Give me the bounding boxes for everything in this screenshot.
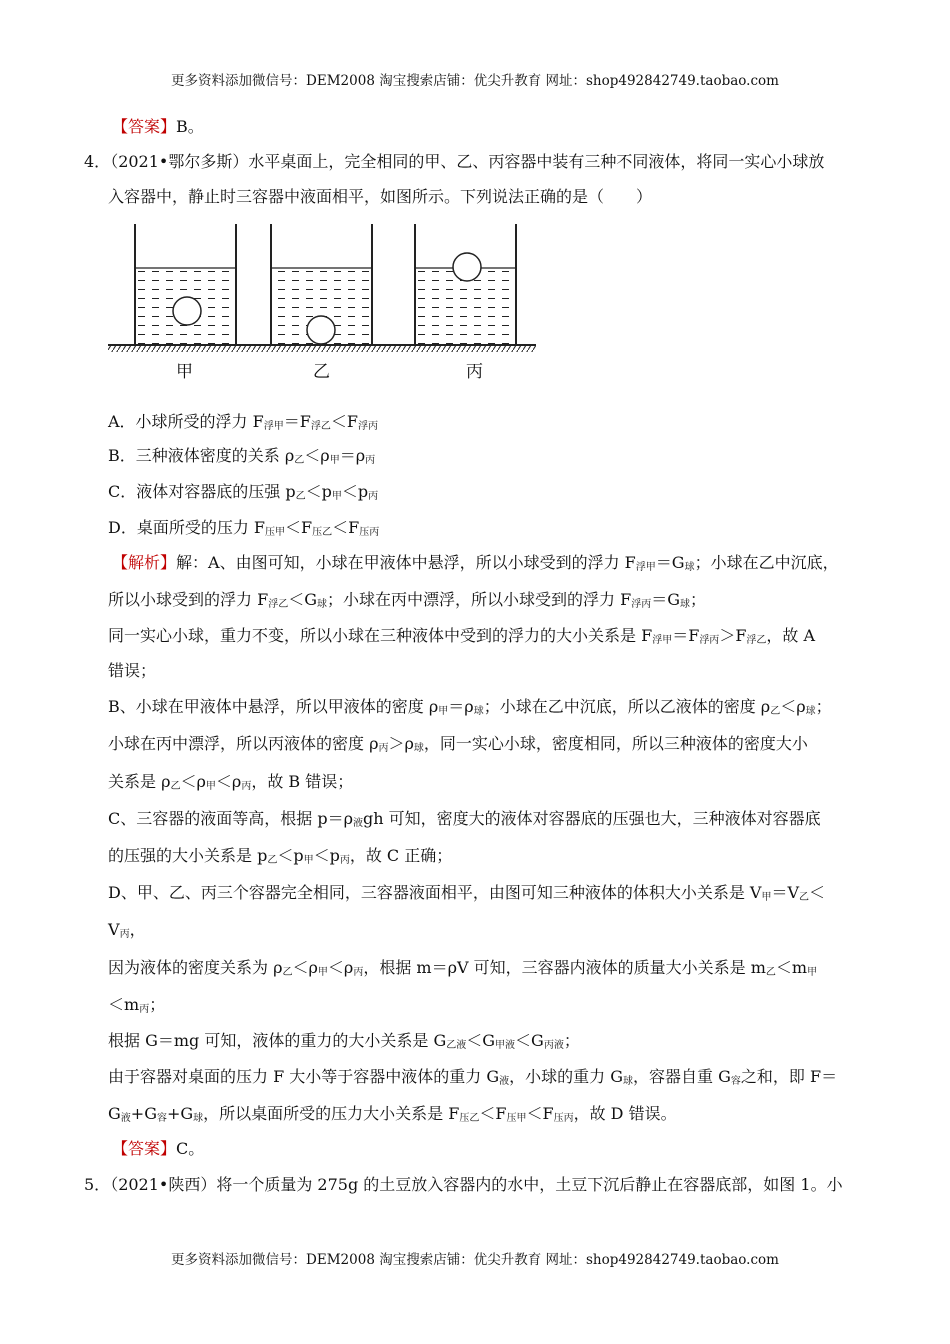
analysis-line-16: $G_液+G_容+G_球$，所以桌面所受的压力大小关系是 $F_{压乙}<F_{压甲}<F_{压丙}$，故 D 错误。 — [108, 1104, 677, 1124]
analysis-line-2: 所以小球受到的浮力 $F_{浮乙}<G_球$；小球在丙中漂浮，所以小球受到的浮力 $F_{浮丙}=G_球$； — [108, 590, 707, 610]
page-header: 更多资料添加微信号：DEM2008 淘宝搜索店铺：优尖升教育 网址：shop492842749.taobao.com — [171, 73, 779, 89]
prev-answer: 【答案】B。 — [112, 117, 204, 136]
analysis-line-13: $<m_丙$； — [108, 995, 166, 1015]
page-footer: 更多资料添加微信号：DEM2008 淘宝搜索店铺：优尖升教育 网址：shop492842749.taobao.com — [171, 1252, 779, 1268]
container-yi — [271, 224, 372, 345]
q5-stem: 5．（2021•陕西）将一个质量为 275g 的土豆放入容器内的水中，土豆下沉后静止在容器底部，如图 1。小 — [84, 1175, 843, 1194]
analysis-line-1: 【解析】解：A、由图可知，小球在甲液体中悬浮，所以小球受到的浮力 $F_{浮甲}=G_球$；小球在乙中沉底， — [112, 553, 839, 573]
ball-jia — [173, 297, 201, 325]
analysis-line-3: 同一实心小球，重力不变，所以小球在三种液体中受到的浮力的大小关系是 $F_{浮甲}=F_{浮丙}>F_{浮乙}$，故 A — [108, 626, 816, 646]
analysis-line-8: C、三容器的液面等高，根据 $p=\rho_液gh$ 可知，密度大的液体对容器底的压强也大，三种液体对容器底 — [108, 809, 821, 829]
q4-stem-line1: 4．（2021•鄂尔多斯）水平桌面上，完全相同的甲、乙、丙容器中装有三种不同液体，将同一实心小球放 — [84, 152, 825, 171]
table-hatch — [108, 346, 536, 352]
analysis-line-9: 的压强的大小关系是 $p_乙<p_甲<p_丙$，故 C 正确； — [108, 846, 453, 866]
ball-bing — [453, 253, 481, 281]
figure-label-jia: 甲 — [176, 362, 193, 382]
answer: 【答案】C。 — [112, 1139, 205, 1158]
analysis-line-10: D、甲、乙、丙三个容器完全相同，三容器液面相平，由图可知三种液体的体积大小关系是 $V_甲=V_乙<$ — [108, 883, 826, 903]
analysis-line-4: 错误； — [108, 661, 157, 680]
analysis-line-15: 由于容器对桌面的压力 F 大小等于容器中液体的重力 $G_液$，小球的重力 $G_球$，容器自重 $G_容$之和，即 F＝ — [108, 1067, 838, 1087]
option-c: C．液体对容器底的压强 $p_乙<p_甲<p_丙$ — [108, 482, 379, 502]
analysis-line-14: 根据 G＝mg 可知，液体的重力的大小关系是 $G_{乙液}<G_{甲液}<G_{丙液}$； — [108, 1031, 580, 1051]
option-a: A．小球所受的浮力 $F_{浮甲}=F_{浮乙}<F_{浮丙}$ — [108, 412, 378, 432]
figure-label-yi: 乙 — [313, 362, 330, 382]
option-b: B．三种液体密度的关系 $\rho_乙<\rho_甲=\rho_丙$ — [108, 446, 376, 466]
analysis-line-12: 因为液体的密度关系为 $\rho_乙<\rho_甲<\rho_丙$，根据 m＝ρV 可知，三容器内液体的质量大小关系是 $m_乙<m_甲$ — [108, 958, 818, 978]
option-d: D．桌面所受的压力 $F_{压甲}<F_{压乙}<F_{压丙}$ — [108, 518, 380, 538]
analysis-line-7: 关系是 $\rho_乙<\rho_甲<\rho_丙$，故 B 错误； — [108, 772, 354, 792]
analysis-line-6: 小球在丙中漂浮，所以丙液体的密度 $\rho_丙>\rho_球$，同一实心小球，密度相同，所以三种液体的密度大小 — [108, 734, 808, 754]
container-bing — [415, 224, 516, 345]
q4-stem-line2: 入容器中，静止时三容器中液面相平，如图所示。下列说法正确的是（ ） — [108, 187, 653, 206]
analysis-line-5: B、小球在甲液体中悬浮，所以甲液体的密度 $\rho_甲=\rho_球$；小球在乙中沉底，所以乙液体的密度 $\rho_乙<\rho_球$； — [108, 697, 832, 717]
container-jia — [135, 224, 236, 345]
analysis-line-11: $V_丙$， — [108, 920, 146, 940]
figure-label-bing: 丙 — [466, 362, 483, 382]
ball-yi — [307, 316, 335, 344]
